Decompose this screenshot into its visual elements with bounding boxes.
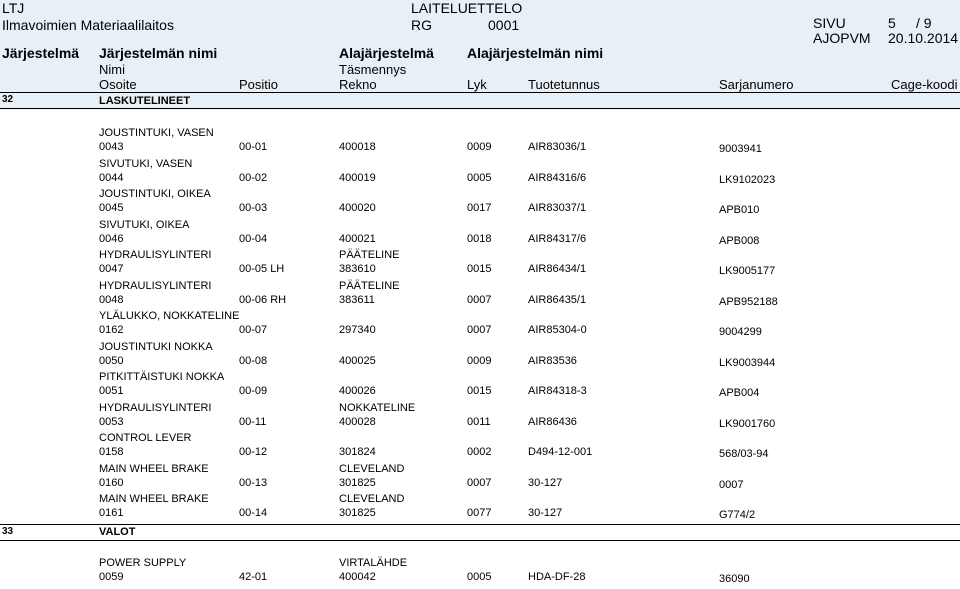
page-number: 5 bbox=[888, 15, 896, 31]
item-position: 00-04 bbox=[239, 232, 268, 245]
col-system-name: Järjestelmän nimi bbox=[99, 45, 218, 61]
group-name: VALOT bbox=[99, 526, 136, 538]
col-position: Positio bbox=[239, 77, 279, 92]
item-serial: APB952188 bbox=[719, 295, 778, 308]
item-name: HYDRAULISYLINTERI bbox=[99, 249, 212, 261]
list-item bbox=[0, 402, 960, 433]
item-product: AIR84316/6 bbox=[528, 171, 587, 184]
item-position: 00-08 bbox=[239, 354, 268, 367]
page-total: / 9 bbox=[916, 15, 932, 31]
item-position: 00-11 bbox=[239, 415, 267, 428]
item-list bbox=[0, 127, 960, 524]
item-lyk: 0007 bbox=[467, 324, 492, 336]
item-product: AIR83036/1 bbox=[528, 141, 587, 153]
item-position: 00-13 bbox=[239, 476, 268, 489]
list-item bbox=[0, 432, 960, 463]
item-serial: 568/03-94 bbox=[719, 448, 769, 460]
item-rekno: 400020 bbox=[339, 202, 376, 214]
col-specifier: Täsmennys bbox=[339, 62, 407, 77]
item-serial: 0007 bbox=[719, 478, 744, 491]
rg-value: 0001 bbox=[488, 17, 520, 33]
date-label: AJOPVM bbox=[813, 30, 871, 46]
item-address: 0162 bbox=[99, 324, 124, 336]
group-divider bbox=[0, 108, 960, 109]
item-rekno: 301825 bbox=[339, 507, 376, 519]
item-position: 00-09 bbox=[239, 385, 268, 397]
item-product: AIR83536 bbox=[528, 354, 577, 367]
item-serial: APB004 bbox=[719, 387, 760, 399]
group-divider bbox=[0, 524, 960, 525]
item-product: AIR84318-3 bbox=[528, 385, 587, 397]
item-name: POWER SUPPLY bbox=[99, 557, 187, 569]
item-lyk: 0015 bbox=[467, 385, 492, 397]
item-product: AIR86434/1 bbox=[528, 263, 587, 275]
item-product: 30-127 bbox=[528, 507, 563, 519]
item-lyk: 0018 bbox=[467, 232, 492, 245]
item-lyk: 0005 bbox=[467, 171, 492, 184]
item-product: AIR86436 bbox=[528, 415, 577, 428]
item-name: SIVUTUKI, OIKEA bbox=[99, 218, 190, 231]
item-position: 00-03 bbox=[239, 202, 268, 214]
col-cage-code: Cage-koodi bbox=[891, 77, 958, 92]
report-title: LAITELUETTELO bbox=[411, 0, 523, 16]
item-name: JOUSTINTUKI, VASEN bbox=[99, 127, 214, 139]
item-name: CONTROL LEVER bbox=[99, 432, 192, 444]
item-product: AIR83037/1 bbox=[528, 202, 587, 214]
item-address: 0048 bbox=[99, 293, 124, 306]
item-serial: LK9005177 bbox=[719, 265, 776, 277]
item-rekno: 400042 bbox=[339, 571, 376, 583]
item-rekno: 400021 bbox=[339, 232, 376, 245]
item-address: 0161 bbox=[99, 507, 124, 519]
item-serial: APB008 bbox=[719, 234, 760, 247]
list-item bbox=[0, 188, 960, 219]
item-address: 0046 bbox=[99, 232, 124, 245]
list-item bbox=[0, 341, 960, 372]
item-address: 0047 bbox=[99, 263, 124, 275]
item-address: 0160 bbox=[99, 476, 124, 489]
item-address: 0158 bbox=[99, 446, 124, 458]
item-rekno: 301824 bbox=[339, 446, 376, 458]
item-serial: 36090 bbox=[719, 573, 750, 585]
list-item bbox=[0, 127, 960, 158]
page-label: SIVU bbox=[813, 15, 846, 31]
list-item bbox=[0, 158, 960, 189]
item-position: 00-05 LH bbox=[239, 263, 285, 275]
date-value: 20.10.2014 bbox=[888, 30, 959, 46]
list-item bbox=[0, 463, 960, 494]
list-item bbox=[0, 493, 960, 524]
item-address: 0050 bbox=[99, 354, 124, 367]
item-name: HYDRAULISYLINTERI bbox=[99, 401, 212, 414]
item-rekno: 400028 bbox=[339, 415, 376, 428]
item-serial: LK9001760 bbox=[719, 417, 776, 430]
item-product: AIR84317/6 bbox=[528, 232, 587, 245]
item-lyk: 0015 bbox=[467, 263, 492, 275]
group-divider bbox=[0, 540, 960, 541]
col-name: Nimi bbox=[99, 62, 125, 77]
item-serial: 9004299 bbox=[719, 326, 762, 338]
item-product: HDA-DF-28 bbox=[528, 571, 586, 583]
report-code: LTJ bbox=[2, 0, 25, 16]
item-name: MAIN WHEEL BRAKE bbox=[99, 493, 209, 505]
item-spec: PÄÄTELINE bbox=[339, 279, 400, 292]
item-lyk: 0077 bbox=[467, 507, 492, 519]
col-serial: Sarjanumero bbox=[719, 77, 794, 92]
item-rekno: 400019 bbox=[339, 171, 376, 184]
item-position: 00-12 bbox=[239, 446, 268, 458]
group-number: 32 bbox=[2, 94, 14, 105]
org-name: Ilmavoimien Materiaalilaitos bbox=[2, 17, 174, 33]
list-item bbox=[0, 280, 960, 311]
item-lyk: 0009 bbox=[467, 141, 492, 153]
item-spec: PÄÄTELINE bbox=[339, 249, 400, 261]
item-lyk: 0009 bbox=[467, 354, 492, 367]
item-name: HYDRAULISYLINTERI bbox=[99, 279, 212, 292]
item-position: 42-01 bbox=[239, 571, 268, 583]
item-serial: APB010 bbox=[719, 204, 760, 216]
item-list bbox=[0, 557, 960, 588]
item-lyk: 0017 bbox=[467, 202, 492, 214]
item-product: 30-127 bbox=[528, 476, 563, 489]
item-position: 00-07 bbox=[239, 324, 268, 336]
item-name: MAIN WHEEL BRAKE bbox=[99, 462, 209, 475]
item-address: 0043 bbox=[99, 141, 124, 153]
col-system: Järjestelmä bbox=[2, 45, 80, 61]
item-position: 00-01 bbox=[239, 141, 268, 153]
item-lyk: 0005 bbox=[467, 571, 492, 583]
item-serial: 9003941 bbox=[719, 143, 762, 155]
item-serial: G774/2 bbox=[719, 509, 756, 521]
item-lyk: 0002 bbox=[467, 446, 492, 458]
item-product: AIR85304-0 bbox=[528, 324, 587, 336]
item-name: JOUSTINTUKI, OIKEA bbox=[99, 188, 211, 200]
item-name: YLÄLUKKO, NOKKATELINE bbox=[99, 310, 240, 322]
list-item bbox=[0, 249, 960, 280]
item-name: PITKITTÄISTUKI NOKKA bbox=[99, 371, 225, 383]
item-address: 0059 bbox=[99, 571, 124, 583]
item-position: 00-02 bbox=[239, 171, 268, 184]
item-rekno: 297340 bbox=[339, 324, 376, 336]
list-item bbox=[0, 557, 960, 588]
item-rekno: 400025 bbox=[339, 354, 376, 367]
col-lyk: Lyk bbox=[467, 77, 487, 92]
item-serial: LK9102023 bbox=[719, 173, 776, 186]
item-rekno: 383611 bbox=[339, 293, 375, 306]
item-spec: VIRTALÄHDE bbox=[339, 557, 408, 569]
item-rekno: 301825 bbox=[339, 476, 376, 489]
col-subsystem-name: Alajärjestelmän nimi bbox=[467, 45, 604, 61]
item-name: JOUSTINTUKI NOKKA bbox=[99, 340, 213, 353]
col-subsystem: Alajärjestelmä bbox=[339, 45, 434, 61]
col-product-code: Tuotetunnus bbox=[528, 77, 600, 92]
col-address: Osoite bbox=[99, 77, 137, 92]
item-spec: CLEVELAND bbox=[339, 493, 405, 505]
item-spec: NOKKATELINE bbox=[339, 401, 416, 414]
item-product: D494-12-001 bbox=[528, 446, 593, 458]
item-address: 0044 bbox=[99, 171, 124, 184]
item-product: AIR86435/1 bbox=[528, 293, 587, 306]
item-name: SIVUTUKI, VASEN bbox=[99, 157, 193, 170]
list-item bbox=[0, 371, 960, 402]
item-lyk: 0007 bbox=[467, 476, 492, 489]
item-address: 0051 bbox=[99, 385, 124, 397]
item-lyk: 0011 bbox=[467, 415, 491, 428]
item-rekno: 383610 bbox=[339, 263, 376, 275]
item-position: 00-14 bbox=[239, 507, 268, 519]
item-rekno: 400026 bbox=[339, 385, 376, 397]
item-lyk: 0007 bbox=[467, 293, 492, 306]
list-item bbox=[0, 310, 960, 341]
list-item bbox=[0, 219, 960, 250]
col-rekno: Rekno bbox=[339, 77, 377, 92]
item-rekno: 400018 bbox=[339, 141, 376, 153]
group-divider bbox=[0, 92, 960, 93]
group-number: 33 bbox=[2, 526, 14, 537]
item-serial: LK9003944 bbox=[719, 356, 776, 369]
item-spec: CLEVELAND bbox=[339, 462, 405, 475]
item-address: 0045 bbox=[99, 202, 124, 214]
rg-label: RG bbox=[411, 17, 432, 33]
item-address: 0053 bbox=[99, 415, 124, 428]
item-position: 00-06 RH bbox=[239, 293, 287, 306]
group-name: LASKUTELINEET bbox=[99, 95, 191, 107]
